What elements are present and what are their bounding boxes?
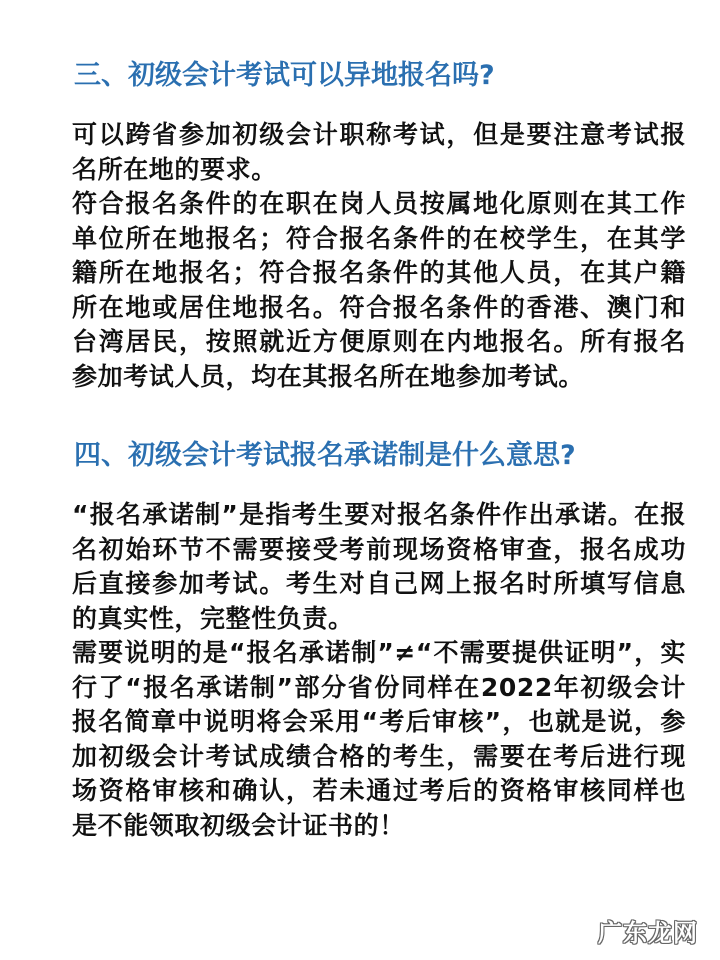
section-4-body: “报名承诺制”是指考生要对报名条件作出承诺。在报名初始环节不需要接受考前现场资格审查，报名成功后直接参加考试。考生对自己网上报名时所填写信息的真实性，完整性负责。 需要说明的是“报名承诺制”≠“不需要提供证明”，实行了“报名承诺制”部分省份同样在2022年初级会计报名简章中说明将会采用“考后审核”，也就是说，参加初级会计考试成绩合格的考生，需要在考后进行现场资格审核和确认，若未通过考后的资格审核同样也是不能领取初级会计证书的！ xyxy=(72,500,686,840)
site-watermark: 广东龙网 xyxy=(598,919,698,947)
section-4-heading: 四、初级会计考试报名承诺制是什么意思? xyxy=(74,440,576,471)
section-3-heading: 三、初级会计考试可以异地报名吗? xyxy=(74,60,495,91)
section-3-body: 可以跨省参加初级会计职称考试，但是要注意考试报名所在地的要求。 符合报名条件的在职在岗人员按属地化原则在其工作单位所在地报名；符合报名条件的在校学生，在其学籍所在地报名；符合报名条件的其他人员，在其户籍所在地或居住地报名。符合报名条件的香港、澳门和台湾居民，按照就近方便原则在内地报名。所有报名参加考试人员，均在其报名所在地参加考试。 xyxy=(72,120,686,391)
